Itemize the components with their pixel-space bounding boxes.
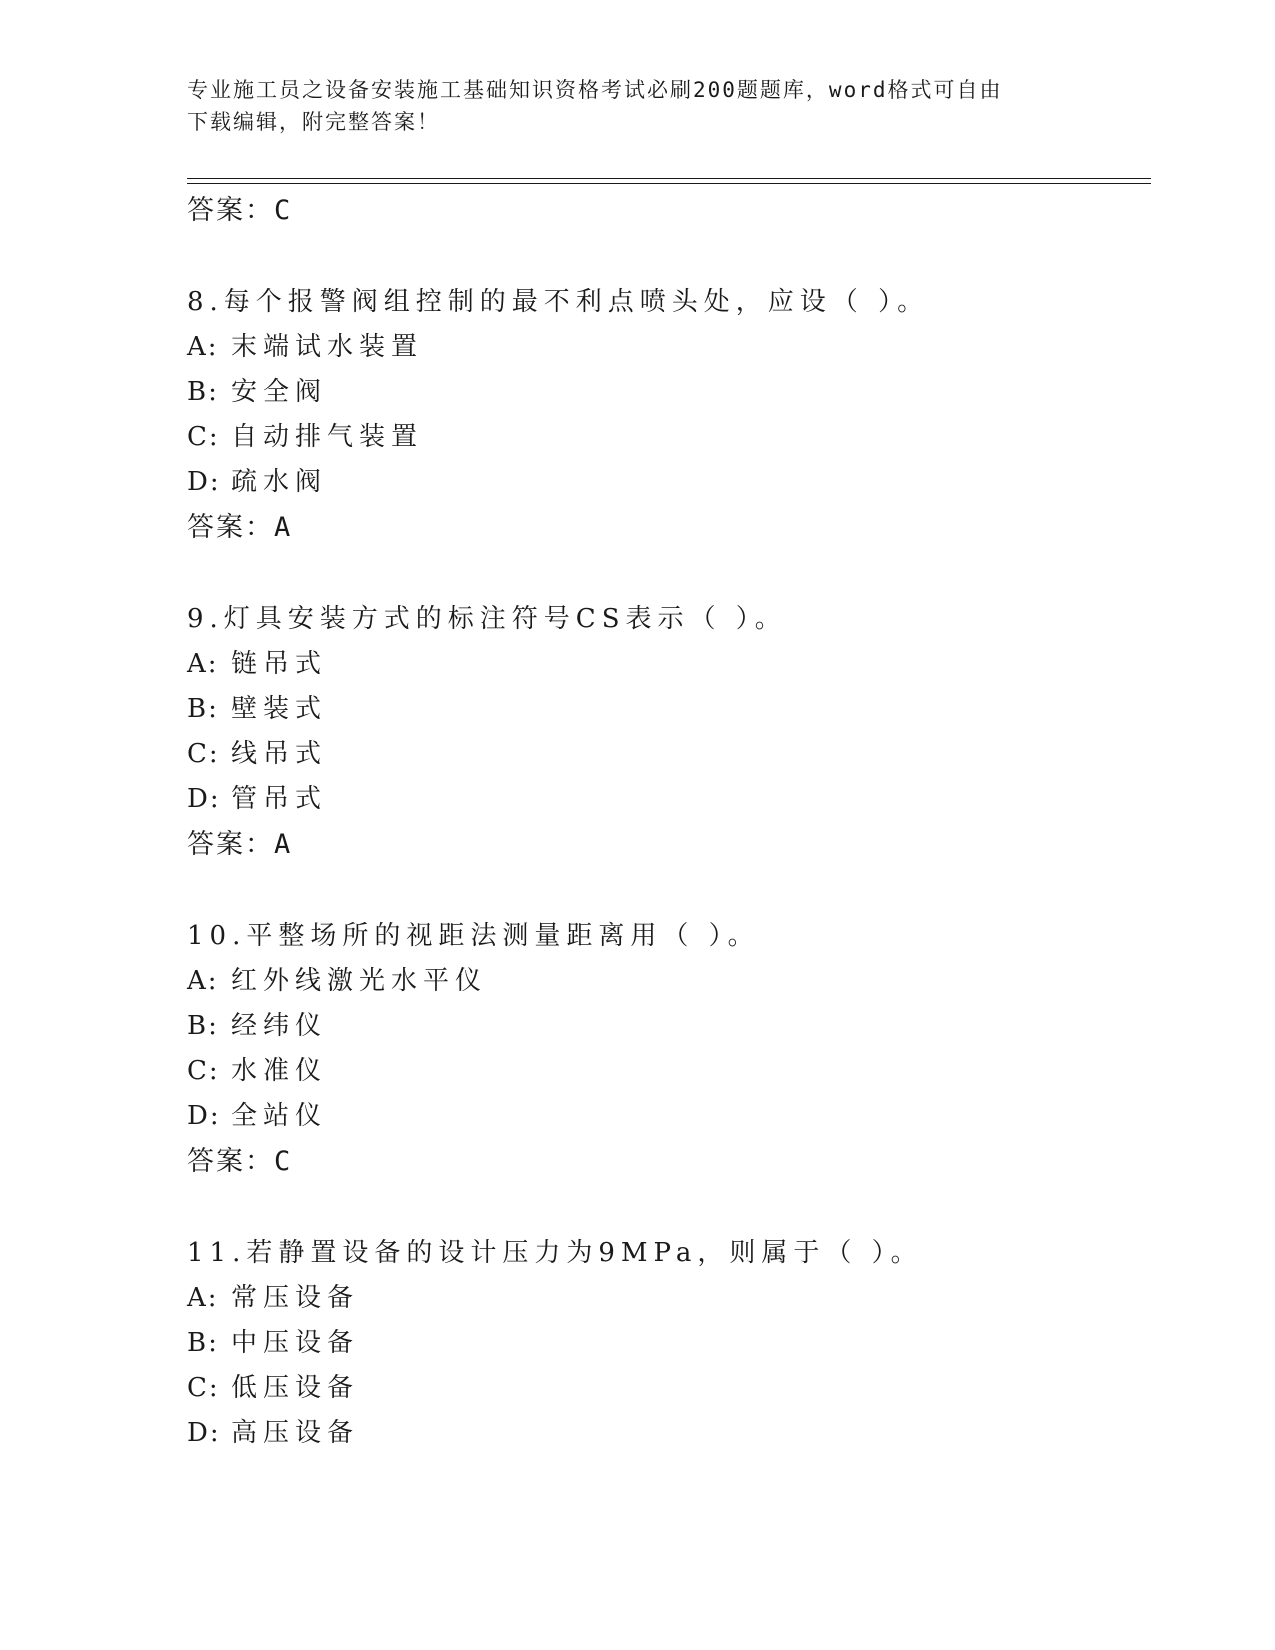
option-letter: D:: [187, 1418, 221, 1448]
question-text: 10.平整场所的视距法测量距离用（ ）。: [187, 921, 760, 951]
option-text: 常压设备: [231, 1283, 360, 1313]
answer-label: 答案：: [187, 195, 274, 226]
option-letter: B:: [187, 694, 219, 724]
answer-label: 答案：: [187, 1146, 274, 1177]
header-line-2: 下载编辑，附完整答案！: [187, 110, 440, 134]
option-b: [187, 1004, 1147, 1049]
question-list: [187, 188, 1147, 1456]
option-b: [187, 370, 1147, 415]
question-block: [187, 914, 1147, 1184]
option-text: 经纬仪: [231, 1011, 328, 1041]
option-text: 管吊式: [231, 784, 328, 814]
option-text: 中压设备: [231, 1328, 360, 1358]
answer-value: A: [274, 512, 293, 543]
option-text: 壁装式: [231, 694, 328, 724]
option-c: [187, 1049, 1147, 1094]
option-d: [187, 460, 1147, 505]
answer-value: C: [274, 1146, 293, 1177]
answer-label: 答案：: [187, 512, 274, 543]
question-block: [187, 280, 1147, 550]
option-letter: D:: [187, 467, 221, 497]
option-letter: C:: [187, 1056, 220, 1086]
answer-value: C: [274, 195, 293, 226]
option-text: 末端试水装置: [231, 332, 424, 362]
option-letter: D:: [187, 784, 221, 814]
option-a: [187, 642, 1147, 687]
option-letter: A:: [187, 649, 219, 679]
option-d: [187, 1411, 1147, 1456]
question-text: 9.灯具安装方式的标注符号CS表示（ ）。: [187, 604, 787, 634]
option-a: [187, 1276, 1147, 1321]
option-letter: D:: [187, 1101, 221, 1131]
option-d: [187, 777, 1147, 822]
answer-line: [187, 1139, 1147, 1184]
option-c: [187, 415, 1147, 460]
document-header: [187, 74, 1087, 138]
answer-line: [187, 822, 1147, 867]
option-letter: A:: [187, 1283, 219, 1313]
option-letter: A:: [187, 966, 219, 996]
option-letter: C:: [187, 1373, 220, 1403]
answer-label: 答案：: [187, 829, 274, 860]
option-text: 链吊式: [231, 649, 328, 679]
answer-line: [187, 505, 1147, 550]
header-line-1: 专业施工员之设备安装施工基础知识资格考试必刷200题题库，word格式可自由: [187, 78, 1003, 102]
option-letter: B:: [187, 1011, 219, 1041]
option-c: [187, 1366, 1147, 1411]
header-divider-bottom: [187, 183, 1151, 184]
question-block: [187, 597, 1147, 867]
option-text: 线吊式: [231, 739, 328, 769]
answer-line: [187, 188, 1147, 233]
option-a: [187, 959, 1147, 1004]
option-letter: B:: [187, 1328, 219, 1358]
option-letter: C:: [187, 739, 220, 769]
header-divider-top: [187, 178, 1151, 179]
option-text: 疏水阀: [231, 467, 328, 497]
option-d: [187, 1094, 1147, 1139]
option-text: 水准仪: [231, 1056, 328, 1086]
option-letter: A:: [187, 332, 219, 362]
option-text: 安全阀: [231, 377, 328, 407]
option-b: [187, 1321, 1147, 1366]
option-text: 红外线激光水平仪: [231, 966, 488, 996]
option-c: [187, 732, 1147, 777]
option-a: [187, 325, 1147, 370]
option-text: 自动排气装置: [231, 422, 424, 452]
option-letter: C:: [187, 422, 220, 452]
question-text: 8.每个报警阀组控制的最不利点喷头处，应设（ ）。: [187, 287, 930, 317]
option-text: 全站仪: [231, 1101, 328, 1131]
option-letter: B:: [187, 377, 219, 407]
question-block: [187, 1231, 1147, 1456]
option-text: 低压设备: [231, 1373, 360, 1403]
question-text: 11.若静置设备的设计压力为9MPa，则属于（ ）。: [187, 1238, 923, 1268]
option-b: [187, 687, 1147, 732]
option-text: 高压设备: [231, 1418, 360, 1448]
answer-value: A: [274, 829, 293, 860]
